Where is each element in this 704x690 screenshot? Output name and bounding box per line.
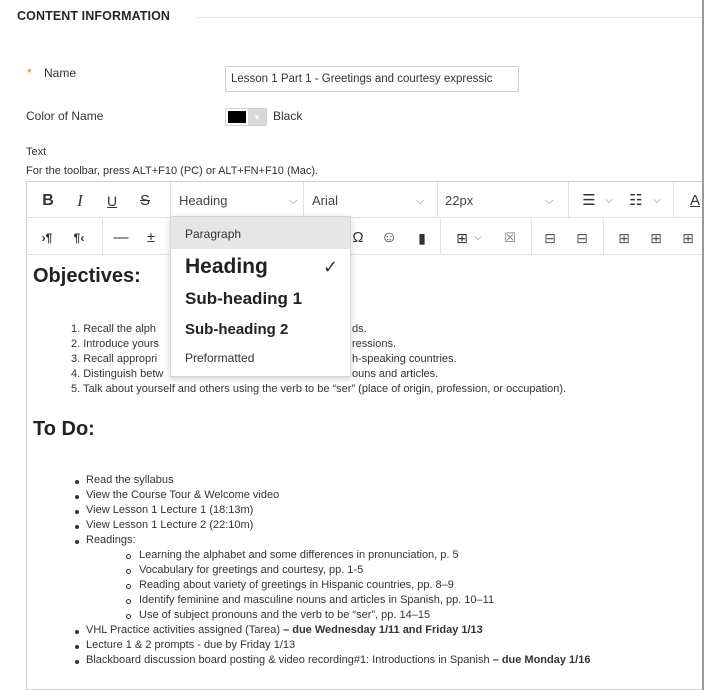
font-family-select[interactable]: Arial ⌵ <box>312 190 428 212</box>
reading-item: Vocabulary for greetings and courtesy, pp. 1-5 <box>139 564 364 576</box>
underline-button[interactable]: U <box>106 193 118 209</box>
ltr-icon[interactable]: ›¶ <box>41 231 53 245</box>
toolbar-row-1 <box>27 182 704 218</box>
emoji-icon[interactable]: ☺ <box>381 229 398 246</box>
italic-button[interactable]: I <box>77 191 83 210</box>
objective-item: 5. Talk about yourself and others using the verb to be “ser” (place of origin, profession, or occupation). <box>71 383 567 395</box>
todo-item: View the Course Tour & Welcome video <box>86 489 280 501</box>
todo-item: View Lesson 1 Lecture 1 (18:13m) <box>86 504 254 516</box>
chevron-down-icon[interactable]: ⌵ <box>474 232 482 243</box>
checkmark-icon: ✓ <box>323 257 339 277</box>
objective-item: 4. Distinguish betw <box>71 368 164 380</box>
color-of-name-label: Color of Name <box>26 109 104 123</box>
todo-item-lecture-prompts: Lecture 1 & 2 prompts - due by Friday 1/13 <box>86 639 296 651</box>
insert-column-icon[interactable]: ⊞ <box>618 230 630 246</box>
toolbar-hint: For the toolbar, press ALT+F10 (PC) or ALT+FN+F10 (Mac). <box>26 165 319 177</box>
todo-item: Readings: <box>86 534 136 546</box>
dropdown-item-sub-heading-2[interactable]: Sub-heading 2 <box>185 321 289 338</box>
font-size-select[interactable]: 22px ⌵ <box>445 190 555 212</box>
table-icon[interactable]: ⊞ <box>456 230 468 246</box>
toolbar-row-2 <box>27 219 704 255</box>
plus-minus-icon[interactable]: ± <box>146 229 156 246</box>
reading-item: Reading about variety of greetings in Hispanic countries, pp. 8–9 <box>139 579 454 591</box>
chevron-down-icon[interactable]: ⌵ <box>653 195 661 206</box>
chevron-down-icon: ▾ <box>248 109 266 125</box>
horizontal-line-icon[interactable]: — <box>113 229 129 246</box>
objective-item-tail: ds. <box>352 323 367 335</box>
insert-row-icon[interactable]: ⊟ <box>544 230 556 246</box>
chevron-down-icon[interactable]: ⌵ <box>605 195 613 206</box>
block-format-dropdown <box>170 216 351 377</box>
reading-item: Identify feminine and masculine nouns and articles in Spanish, pp. 10–11 <box>139 594 495 606</box>
dropdown-item-sub-heading-1[interactable]: Sub-heading 1 <box>185 289 303 308</box>
dropdown-item-heading[interactable]: Heading ✓ <box>185 255 339 278</box>
reading-item: Learning the alphabet and some differences in pronunciation, p. 5 <box>139 549 459 561</box>
rtl-icon[interactable]: ¶‹ <box>73 231 85 245</box>
chevron-down-icon: ⌵ <box>416 195 425 207</box>
todo-item: Read the syllabus <box>86 474 174 486</box>
section-divider <box>196 17 702 18</box>
block-format-select[interactable]: Heading ⌵ <box>179 190 299 212</box>
strikethrough-button[interactable]: S <box>139 192 150 209</box>
name-input[interactable] <box>225 66 519 92</box>
todo-item-blackboard: Blackboard discussion board posting & video recording#1: Introductions in Spanish – due Monday 1/16 <box>86 654 591 666</box>
rich-text-editor[interactable] <box>26 181 704 690</box>
reading-item: Use of subject pronouns and the verb to be “ser”, pp. 14–15 <box>139 609 431 621</box>
dropdown-item-paragraph[interactable]: Paragraph <box>171 217 350 249</box>
color-picker[interactable] <box>225 108 267 126</box>
required-indicator: * <box>27 66 32 80</box>
objective-item: 3. Recall appropri <box>71 353 158 365</box>
objectives-heading: Objectives: <box>33 265 141 287</box>
todo-item: View Lesson 1 Lecture 2 (22:10m) <box>86 519 254 531</box>
bullet-list-icon[interactable]: ☰ <box>582 192 596 209</box>
color-swatch <box>228 111 246 123</box>
numbered-list-icon[interactable]: ☷ <box>629 192 643 209</box>
section-title: CONTENT INFORMATION <box>17 9 171 23</box>
bookmark-icon[interactable]: ▮ <box>418 230 426 246</box>
name-label: Name <box>44 66 77 80</box>
chevron-down-icon: ⌵ <box>289 195 298 207</box>
text-color-icon[interactable]: A <box>689 192 700 209</box>
objective-item-tail: h-speaking countries. <box>352 353 457 365</box>
objective-item-tail: ressions. <box>352 338 397 350</box>
objective-item: 1. Recall the alph <box>71 323 156 335</box>
bold-button[interactable]: B <box>42 192 54 209</box>
delete-row-icon[interactable]: ⊟ <box>576 230 588 246</box>
objective-item-tail: ouns and articles. <box>352 368 439 380</box>
color-value: Black <box>273 109 303 123</box>
delete-table-icon[interactable]: ☒ <box>504 230 516 245</box>
split-cells-icon[interactable]: ⊞ <box>682 230 694 246</box>
todo-item-vhl: VHL Practice activities assigned (Tarea) – due Wednesday 1/11 and Friday 1/13 <box>86 624 483 636</box>
merge-cells-icon[interactable]: ⊞ <box>650 230 662 246</box>
dropdown-item-preformatted[interactable]: Preformatted <box>185 351 255 365</box>
objective-item: 2. Introduce yours <box>71 338 160 350</box>
special-character-icon[interactable]: Ω <box>352 229 364 246</box>
todo-heading: To Do: <box>33 418 95 440</box>
chevron-down-icon: ⌵ <box>545 195 554 207</box>
text-label: Text <box>26 146 47 158</box>
